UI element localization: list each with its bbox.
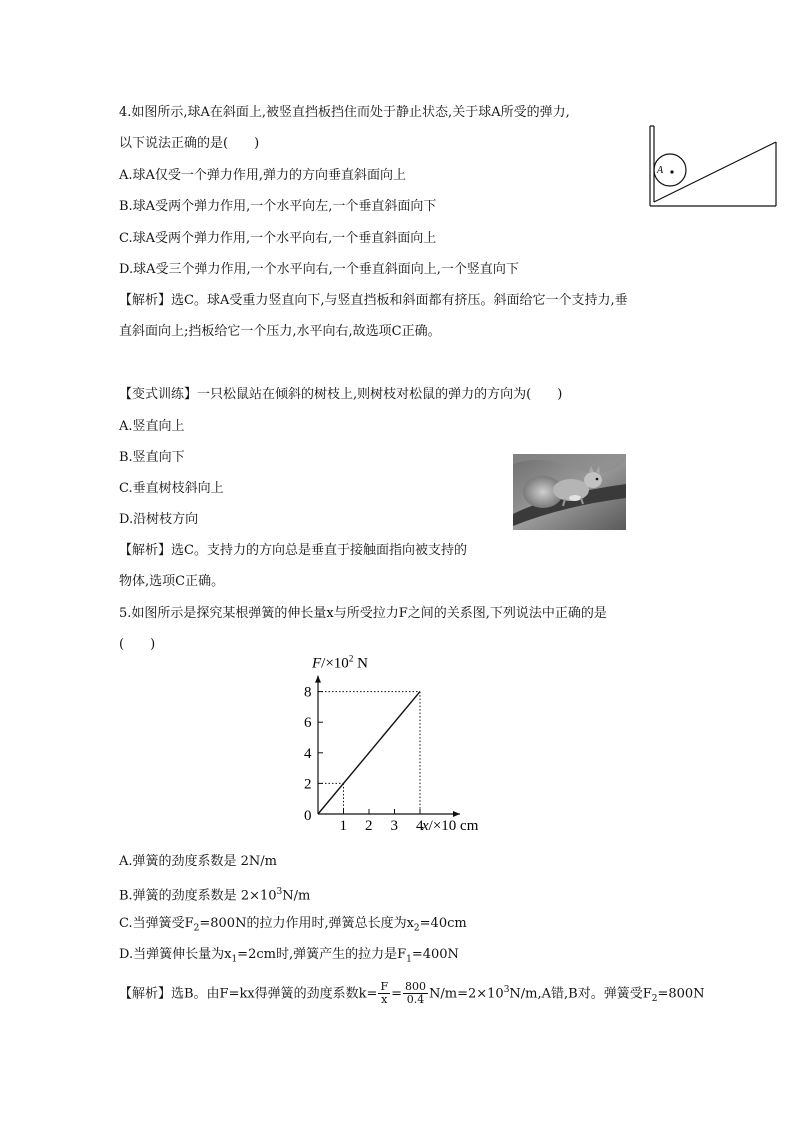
series-line: [318, 692, 420, 814]
variant-option-b: B.竖直向下: [119, 450, 185, 465]
x-tick-label: 3: [390, 818, 398, 834]
y-tick-label: 8: [304, 684, 312, 701]
ball-center-dot: [670, 170, 673, 173]
q5-option-a: A.弹簧的劲度系数是 2N/m: [119, 854, 278, 869]
variant-stem: 【变式训练】一只松鼠站在倾斜的树枝上,则树枝对松鼠的弹力的方向为( ): [119, 387, 563, 402]
x-tick-label: 2: [365, 818, 373, 834]
x-tick-label: 1: [339, 818, 347, 834]
q5-option-b: B.弹簧的劲度系数是 $2\times 10^3N/m$: [119, 887, 311, 904]
origin-label: 0: [304, 808, 312, 824]
q4-analysis-line1: 【解析】选C。球A受重力竖直向下,与竖直挡板和斜面都有挤压。斜面给它一个支持力,垂: [119, 293, 628, 308]
y-tick-label: 2: [304, 776, 312, 793]
y-tick-label: 6: [304, 715, 312, 732]
variant-analysis-line2: 物体,选项C正确。: [119, 574, 225, 589]
x-axis-arrow: [453, 811, 460, 817]
q5-analysis: 【解析】选B。由F=kx得弹簧的劲度系数k= $\frac{F}{x}$ = $\frac{800}{0.4}$ $N/m=2\times 10^3N/m,A$错,B对。弹簧受$F_2=800N$: [119, 980, 705, 1007]
fraction-800-over-04: $\frac{800}{0.4}$: [405, 980, 426, 1007]
squirrel-photo: [513, 454, 626, 530]
y-axis-label: $F/\times 10^2$ N: [312, 653, 368, 672]
q4-option-c: C.球A受两个弹力作用,一个水平向右,一个垂直斜面向上: [119, 231, 437, 246]
q5-stem-line2: ( ): [119, 637, 156, 652]
q4-option-d: D.球A受三个弹力作用,一个水平向右,一个垂直斜面向上,一个竖直向下: [119, 262, 519, 277]
q4-incline-figure: [642, 122, 782, 210]
y-axis-arrow: [315, 676, 321, 683]
fraction-f-over-x: $\frac{F}{x}$: [380, 980, 389, 1007]
q5-stem-line1: 5.如图所示是探究某根弹簧的伸长量x与所受拉力F之间的关系图,下列说法中正确的是: [119, 606, 607, 621]
variant-option-c: C.垂直树枝斜向上: [119, 481, 224, 496]
q5-option-c: C.当弹簧受$F_2=800N$的拉力作用时,弹簧总长度为$x_2=40cm$: [119, 916, 467, 934]
x-tick-label: 4: [416, 818, 424, 834]
x-axis-label: x/×10 cm: [422, 818, 479, 834]
q4-stem-line2: 以下说法正确的是( ): [119, 136, 260, 151]
y-tick-label: 4: [304, 745, 312, 762]
variant-option-d: D.沿树枝方向: [119, 512, 199, 527]
q4-option-a: A.球A仅受一个弹力作用,弹力的方向垂直斜面向上: [119, 168, 407, 183]
q5-force-extension-chart: [290, 653, 510, 842]
variant-analysis-line1: 【解析】选C。支持力的方向总是垂直于接触面指向被支持的: [119, 543, 467, 558]
q4-analysis-line2: 直斜面向上;挡板给它一个压力,水平向右,故选项C正确。: [119, 324, 441, 339]
variant-option-a: A.竖直向上: [119, 419, 185, 434]
ball-label: A: [657, 165, 664, 176]
squirrel-head: [584, 472, 602, 488]
q5-option-d: D.当弹簧伸长量为$x_1=2cm$时,弹簧产生的拉力是$F_1=400N$: [119, 947, 459, 965]
q4-option-b: B.球A受两个弹力作用,一个水平向左,一个垂直斜面向下: [119, 199, 437, 214]
q4-stem-line1: 4.如图所示,球A在斜面上,被竖直挡板挡住而处于静止状态,关于球A所受的弹力,: [119, 105, 570, 120]
